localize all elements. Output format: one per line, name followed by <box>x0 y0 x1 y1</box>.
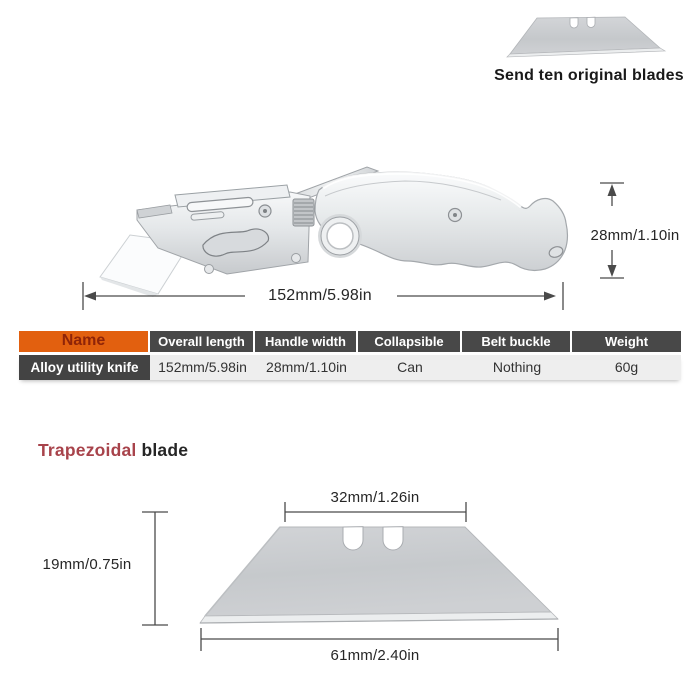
spec-table-header-row <box>19 331 681 352</box>
blade-body <box>205 527 551 616</box>
data-cell-overall-length: 152mm/5.98in <box>158 359 247 375</box>
blade-top-width-label: 32mm/1.26in <box>295 489 455 506</box>
header-cell-belt-buckle: Belt buckle <box>462 331 572 352</box>
data-cell-handle-width: 28mm/1.10in <box>266 359 347 375</box>
section-heading-rest: blade <box>141 440 189 460</box>
blade-notch <box>383 527 403 550</box>
header-cell-name: Name <box>19 331 150 352</box>
data-cell-collapsible: Can <box>397 359 423 375</box>
trapezoidal-blade-image <box>160 500 570 635</box>
data-cell-belt-buckle: Nothing <box>492 359 542 375</box>
knife-length-label: 152mm/5.98in <box>245 287 395 305</box>
blade-bottom-width-label: 61mm/2.40in <box>295 647 455 664</box>
spec-table <box>19 331 681 380</box>
data-cell-name: Alloy utility knife <box>19 355 150 380</box>
section-heading <box>38 440 188 461</box>
header-cell-handle-width: Handle width <box>255 331 358 352</box>
blade-height-label: 19mm/0.75in <box>28 556 146 573</box>
header-cell-weight: Weight <box>572 331 681 352</box>
promo-caption: Send ten original blades <box>494 67 684 84</box>
header-cell-overall-length: Overall length <box>150 331 255 352</box>
section-heading-accent: Trapezoidal <box>38 440 137 460</box>
knife-height-label: 28mm/1.10in <box>585 227 685 244</box>
spec-table-data-row <box>19 355 681 380</box>
blade-notch <box>343 527 363 550</box>
header-cell-collapsible: Collapsible <box>358 331 462 352</box>
data-cell-weight: 60g <box>614 359 639 375</box>
